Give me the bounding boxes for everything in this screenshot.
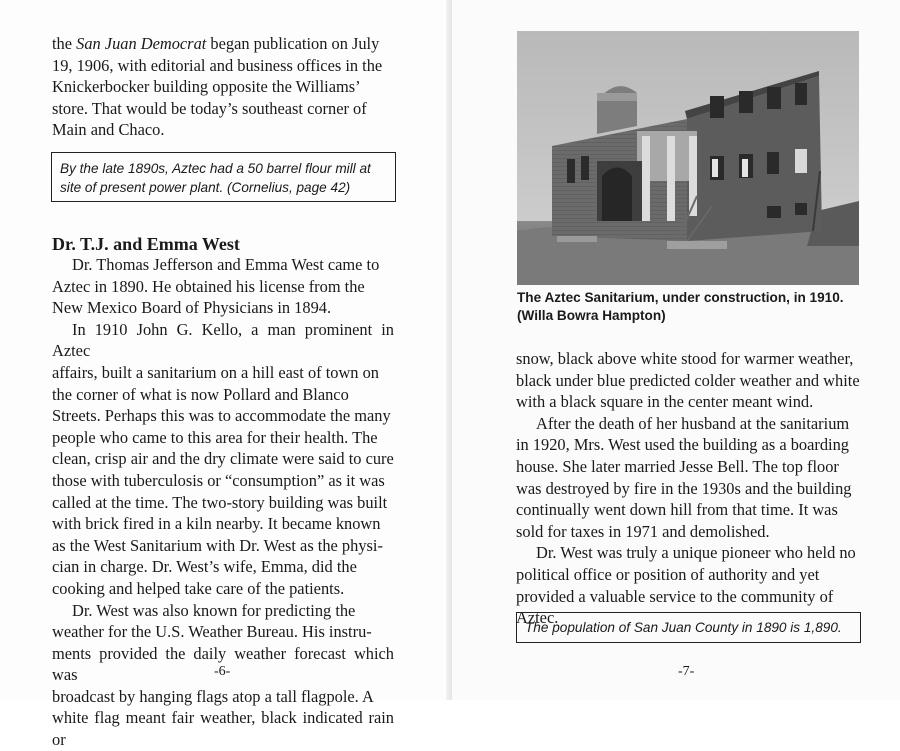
text-line: provided a valuable service to the community of (516, 586, 834, 606)
text-line: cian in charge. Dr. West’s wife, Emma, did the (52, 557, 357, 577)
sanitarium-photo (517, 31, 859, 285)
paragraph (516, 348, 860, 413)
photo-caption (517, 289, 867, 324)
text-line: Dr. Thomas Jefferson and Emma West came to (72, 255, 380, 274)
text-line: ments provided the daily weather forecast which was (52, 643, 394, 685)
text-line: sold for taxes in 1971 and demolished. (516, 521, 770, 541)
newspaper-title: San Juan Democrat (76, 34, 207, 53)
text-line: In 1910 John G. Kello, a man prominent in Aztec (52, 319, 394, 361)
text-line: Streets. Perhaps this was to accommodate the many (52, 406, 391, 426)
callout-line: site of present power plant. (Cornelius, page 42) (60, 180, 351, 195)
text-line: snow, black above white stood for warmer weather, (516, 349, 854, 368)
text-line: with brick fired in a kiln nearby. It became known (52, 514, 381, 534)
intro-line: Knickerbocker building opposite the Williams’ (52, 77, 361, 97)
text-line: the corner of what is now Pollard and Blanco (52, 384, 349, 404)
text-line: broadcast by hanging flags atop a tall flagpole. A (52, 686, 374, 706)
intro-line: Main and Chaco. (52, 120, 165, 140)
text-line: continually went down hill from that time. It was (516, 500, 838, 520)
text-line: Dr. West was also known for predicting the (72, 600, 356, 620)
text-line: in 1920, Mrs. West used the building as a boarding (516, 435, 849, 455)
callout-line: The population of San Juan County in 1890 is 1,890. (525, 620, 842, 635)
text-line: called at the time. The two-story building was built (52, 492, 388, 512)
text-line: black under blue predicted colder weather and white (516, 370, 860, 390)
text-line: political office or position of authority and yet (516, 564, 820, 584)
text-line: affairs, built a sanitarium on a hill east of town on (52, 362, 379, 382)
text-line: people who came to this area for their health. The (52, 427, 378, 447)
text-line: as the West Sanitarium with Dr. West as the physi- (52, 535, 383, 555)
body-text-right (516, 348, 860, 629)
caption-line: (Willa Bowra Hampton) (517, 307, 666, 323)
intro-line: 19, 1906, with editorial and business offices in the (52, 55, 383, 75)
text-line: Aztec in 1890. He obtained his license from the (52, 276, 365, 296)
page-number-left: -6- (214, 664, 231, 679)
flour-mill-callout (51, 152, 396, 202)
text-line: house. She later married Jesse Bell. The top floor (516, 456, 839, 476)
text-line: white flag meant fair weather, black indicated rain or (52, 708, 394, 750)
sanitarium-photo-image (517, 31, 859, 285)
paragraph (52, 254, 394, 319)
text-line: New Mexico Board of Physicians in 1894. (52, 298, 332, 318)
text-line: cooking and helped take care of the patients. (52, 578, 345, 598)
text-line: After the death of her husband at the sanitarium (536, 413, 850, 433)
text-line: Aztec. (516, 608, 559, 628)
page-number-right: -7- (678, 664, 695, 679)
paragraph (516, 413, 860, 543)
population-callout (516, 612, 861, 643)
section-heading: Dr. T.J. and Emma West (52, 234, 240, 254)
text-line: those with tuberculosis or “consumption” as it was (52, 470, 385, 490)
text-line: with a black square in the center meant wind. (516, 392, 814, 412)
intro-text (52, 33, 394, 141)
text-line: clean, crisp air and the dry climate were said to cure (52, 449, 394, 469)
text-line: was destroyed by fire in the 1930s and the building (516, 478, 852, 498)
text-line: weather for the U.S. Weather Bureau. His instru- (52, 622, 372, 642)
caption-line: The Aztec Sanitarium, under construction, in 1910. (517, 290, 844, 305)
paragraph (52, 319, 394, 600)
text-line: Dr. West was truly a unique pioneer who held no (536, 543, 856, 563)
intro-line: store. That would be today’s southeast corner of (52, 98, 367, 118)
intro-line: the San Juan Democrat began publication on July (52, 34, 380, 53)
callout-line: By the late 1890s, Aztec had a 50 barrel flour mill at (60, 161, 371, 176)
